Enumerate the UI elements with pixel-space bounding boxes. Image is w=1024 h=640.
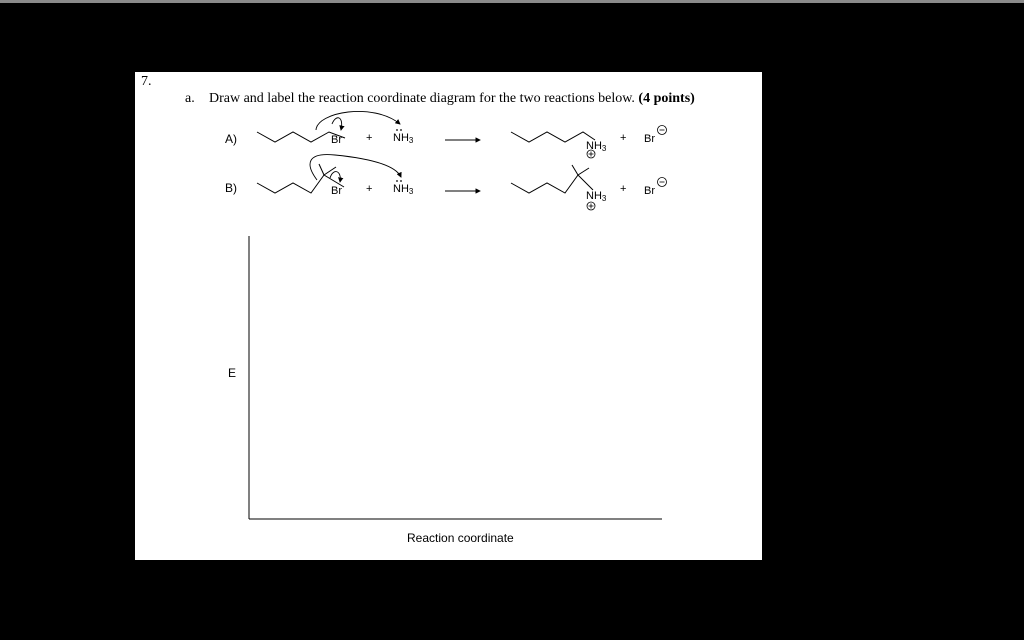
- nucleophile-b-base: NH: [393, 183, 409, 195]
- product-b-methyl-1: [572, 165, 578, 175]
- arrow-a-1: [316, 111, 400, 130]
- reaction-a-label: A): [225, 132, 237, 146]
- worksheet-page: [135, 72, 762, 560]
- nucleophile-b-subscript: 3: [408, 187, 414, 196]
- product-a-amine-base: NH: [586, 140, 602, 152]
- bromide-a: Br: [644, 133, 655, 145]
- plus-b-1: +: [366, 183, 373, 195]
- prompt-text: Draw and label the reaction coordinate diagram for the two reactions below.: [209, 91, 635, 106]
- product-a-chain: [511, 132, 595, 142]
- part-label: a.: [185, 91, 195, 106]
- positive-charge-icon-b: [587, 202, 595, 210]
- x-axis-label: Reaction coordinate: [407, 531, 514, 545]
- bromide-b: Br: [644, 185, 655, 197]
- y-axis-label: E: [228, 366, 237, 380]
- nucleophile-b: [393, 183, 413, 196]
- chemistry-drawing: [135, 72, 762, 560]
- window-top-border: [0, 0, 1024, 3]
- negative-charge-icon-b: [658, 178, 667, 187]
- negative-charge-icon-a: [658, 126, 667, 135]
- reaction-b-label: B): [225, 181, 237, 195]
- reactant-b-methyl-2: [324, 167, 336, 175]
- reactant-b-methyl-1: [319, 164, 324, 175]
- nucleophile-a-base: NH: [393, 132, 409, 144]
- plus-a-2: +: [620, 132, 627, 144]
- nucleophile-a-subscript: 3: [408, 136, 414, 145]
- product-b-amine-subscript: 3: [601, 194, 607, 203]
- question-number: 7.: [141, 74, 152, 89]
- arrow-a-2: [332, 118, 342, 130]
- br-label-b: Br: [331, 185, 342, 197]
- arrow-b-2: [330, 172, 340, 182]
- product-b-methyl-2: [578, 168, 589, 175]
- product-b-amine-base: NH: [586, 190, 602, 202]
- product-a-amine: [586, 140, 606, 153]
- product-b-amine: [586, 190, 606, 203]
- product-b-chain: [511, 175, 593, 193]
- plus-b-2: +: [620, 183, 627, 195]
- nucleophile-a: [393, 132, 413, 145]
- product-a-amine-subscript: 3: [601, 144, 607, 153]
- plus-a-1: +: [366, 132, 373, 144]
- br-label-a: Br: [331, 134, 342, 146]
- points-label: (4 points): [638, 91, 695, 106]
